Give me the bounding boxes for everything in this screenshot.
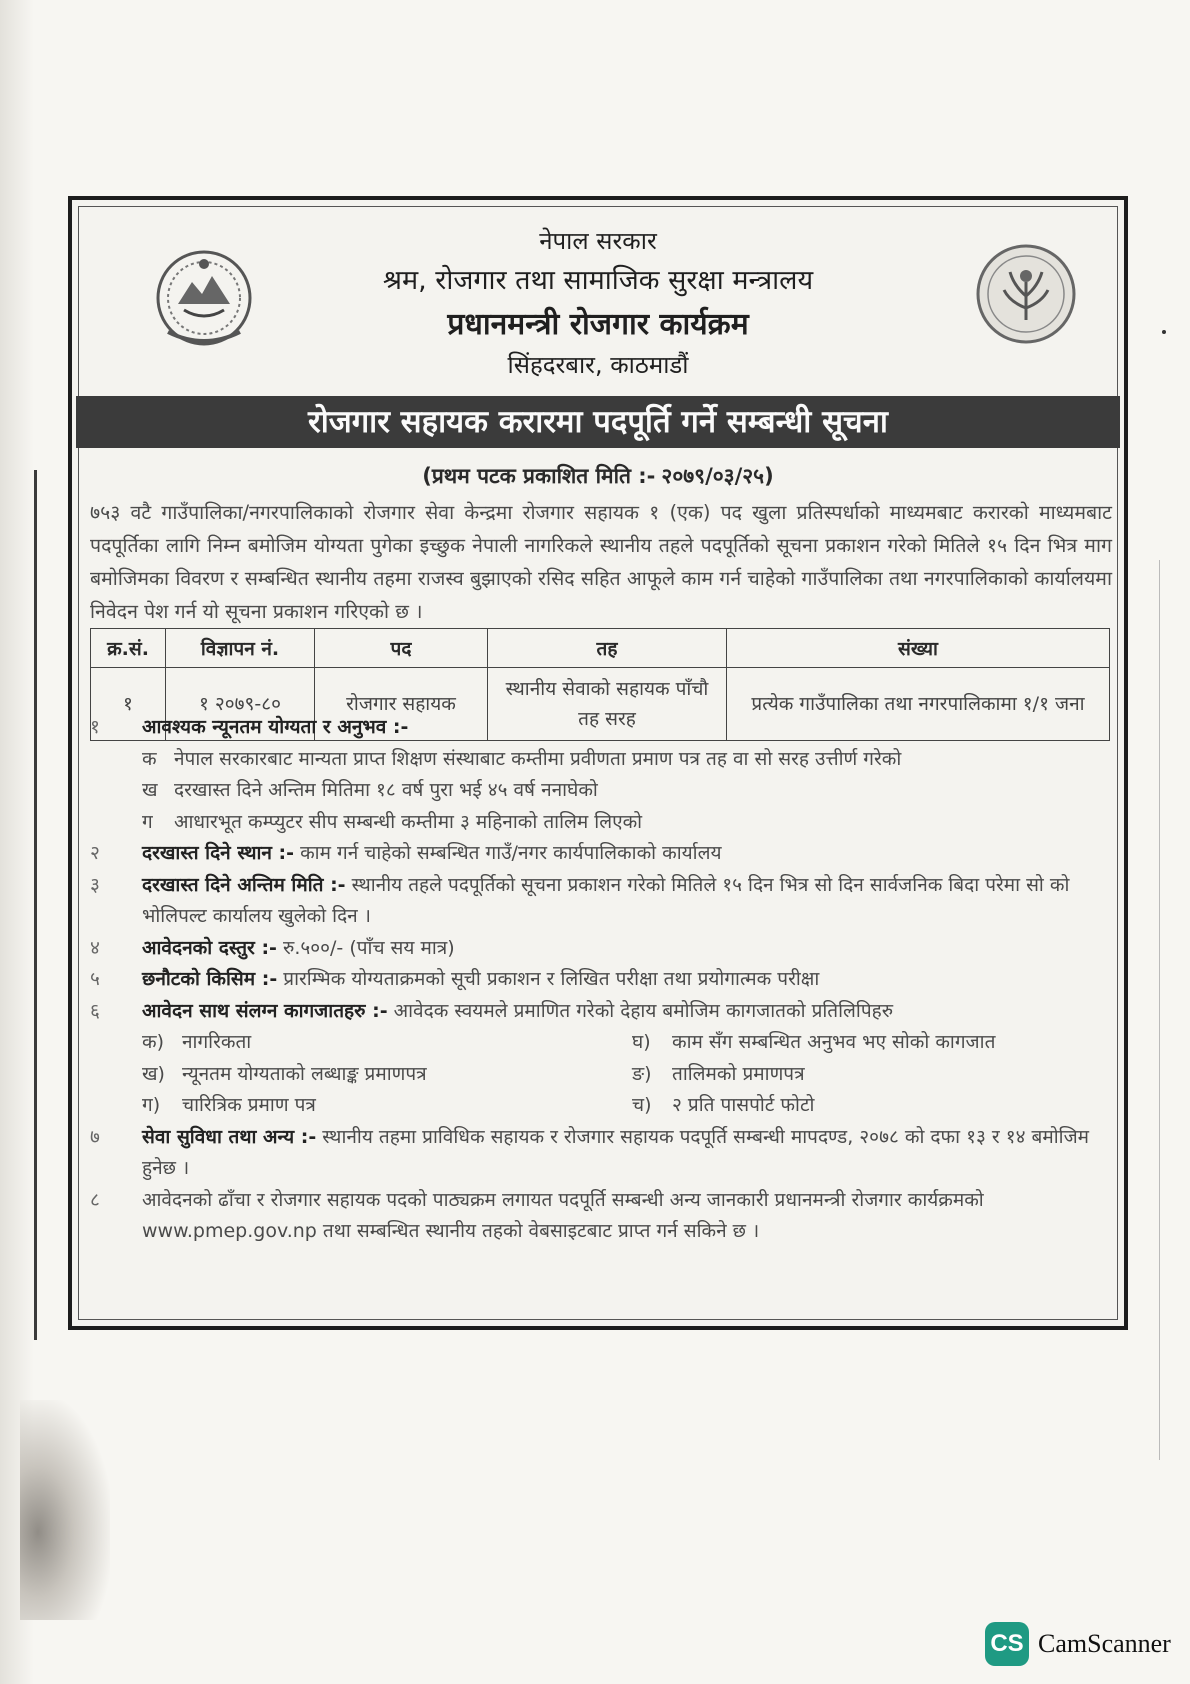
section-benefits bbox=[90, 1122, 1120, 1185]
camscanner-logo-icon: CS bbox=[985, 1622, 1029, 1666]
section-number: ७ bbox=[90, 1125, 100, 1148]
office-location: सिंहदरबार, काठमाडौं bbox=[507, 351, 689, 379]
section-more-info bbox=[90, 1185, 1120, 1248]
section-text: स्थानीय तहले पदपूर्तिको सूचना प्रकाशन गरेको मितिले १५ दिन भित्र सो दिन सार्वजनिक बिदा परेमा सो को भोलिपल्ट कार्यालय खुलेको दिन । bbox=[142, 873, 1070, 927]
section-text: आवेदनको ढाँचा र रोजगार सहायक पदको पाठ्यक्रम लगायत पदपूर्ति सम्बन्धी अन्य जानकारी प्रधानमन्त्री रोजगार कार्यक्रमको bbox=[142, 1188, 984, 1211]
item-letter: ख) bbox=[142, 1062, 165, 1085]
speck bbox=[1162, 330, 1166, 334]
document-item bbox=[142, 1090, 632, 1122]
item-text: नेपाल सरकारबाट मान्यता प्राप्त शिक्षण संस्थाबाट कम्तीमा प्रवीणता प्रमाण पत्र तह वा सो सरह उत्तीर्ण गरेको bbox=[174, 747, 902, 770]
section-number: २ bbox=[90, 842, 100, 864]
section-number: ६ bbox=[90, 999, 100, 1022]
item-text: आधारभूत कम्प्युटर सीप सम्बन्धी कम्तीमा ३ महिनाको तालिम लिएको bbox=[174, 810, 643, 833]
section-text: प्रारम्भिक योग्यताक्रमको सूची प्रकाशन र लिखित परीक्षा तथा प्रयोगात्मक परीक्षा bbox=[283, 968, 820, 990]
scan-shadow bbox=[20, 1400, 110, 1620]
government-name: नेपाल सरकार bbox=[539, 227, 657, 255]
qualification-item bbox=[90, 775, 1120, 807]
section-application-place bbox=[90, 838, 1120, 870]
section-heading: दरखास्त दिने स्थान :- bbox=[142, 842, 295, 864]
website-link[interactable]: www.pmep.gov.np bbox=[142, 1220, 317, 1242]
section-heading: सेवा सुविधा तथा अन्य :- bbox=[142, 1125, 317, 1148]
item-text: न्यूनतम योग्यताको लब्धाङ्क प्रमाणपत्र bbox=[182, 1062, 427, 1085]
section-documents bbox=[90, 996, 1120, 1028]
page-margin-line-right bbox=[1157, 560, 1160, 1460]
section-deadline bbox=[90, 870, 1120, 933]
document-item bbox=[142, 1059, 632, 1091]
cell-count: प्रत्येक गाउँपालिका तथा नगरपालिकामा १/१ जना bbox=[727, 668, 1110, 741]
section-text: आवेदक स्वयमले प्रमाणित गरेको देहाय बमोजिम कागजातको प्रतिलिपिहरु bbox=[393, 999, 894, 1022]
document-item bbox=[632, 1027, 1112, 1059]
publication-date-value: २०७९/०३/२५) bbox=[661, 464, 774, 488]
item-letter: च) bbox=[632, 1094, 652, 1116]
section-number: ३ bbox=[90, 873, 100, 896]
section-qualification bbox=[90, 712, 1120, 744]
section-fee bbox=[90, 933, 1120, 965]
item-text: काम सँग सम्बन्धित अनुभव भए सोको कागजात bbox=[672, 1031, 996, 1053]
intro-paragraph: ७५३ वटै गाउँपालिका/नगरपालिकाको रोजगार सेवा केन्द्रमा रोजगार सहायक १ (एक) पद खुला प्रतिस्पर्धाको माध्यमबाट करारको माध्यमबाट पदपूर्तिका लागि निम्न बमोजिम योग्यता पुगेका इच्छुक नेपाली नागरिकले स्थानीय तहले पदपूर्तिको सूचना प्रकाशन गरेको मितिले १५ दिन भित्र माग बमोजिमका विवरण र सम्बन्धित स्थानीय तहमा राजस्व बुझाएको रसिद सहित आफूले काम गर्न चाहेको गाउँपालिका तथा नगरपालिकाको कार्यालयमा निवेदन पेश गर्न यो सूचना प्रकाशन गरिएको छ । bbox=[90, 501, 1112, 623]
section-heading: आवेदनको दस्तुर :- bbox=[142, 936, 277, 959]
table-header-row bbox=[91, 629, 1110, 668]
item-letter: ख bbox=[142, 779, 158, 801]
requirements-list bbox=[90, 712, 1120, 1248]
item-letter: ङ) bbox=[632, 1062, 652, 1085]
col-header-sn: क्र.सं. bbox=[91, 629, 166, 668]
publication-date bbox=[72, 462, 1124, 490]
publication-label: (प्रथम पटक प्रकाशित मिति :- bbox=[422, 464, 656, 488]
item-letter: क) bbox=[142, 1031, 165, 1053]
item-letter: ग bbox=[142, 810, 153, 833]
program-name: प्रधानमन्त्री रोजगार कार्यक्रम bbox=[447, 307, 749, 342]
item-text: दरखास्त दिने अन्तिम मितिमा १८ वर्ष पुरा भई ४५ वर्ष ननाघेको bbox=[174, 779, 598, 801]
item-letter: घ) bbox=[632, 1031, 651, 1053]
col-header-ad-no: विज्ञापन नं. bbox=[166, 629, 315, 668]
item-text: नागरिकता bbox=[182, 1031, 252, 1053]
camscanner-watermark: CamScanner bbox=[1038, 1629, 1171, 1658]
col-header-post: पद bbox=[315, 629, 488, 668]
documents-grid bbox=[90, 1027, 1120, 1122]
cell-level: स्थानीय सेवाको सहायक पाँचौ तह सरह bbox=[488, 668, 727, 741]
notice-box bbox=[68, 196, 1128, 1330]
section-number: १ bbox=[90, 716, 100, 738]
item-letter: क bbox=[142, 747, 157, 770]
document-item bbox=[632, 1090, 1112, 1122]
section-heading: आवश्यक न्यूनतम योग्यता र अनुभव :- bbox=[142, 716, 409, 738]
item-text: २ प्रति पासपोर्ट फोटो bbox=[672, 1094, 815, 1116]
item-text: चारित्रिक प्रमाण पत्र bbox=[182, 1094, 316, 1116]
cell-sn: १ bbox=[91, 668, 166, 741]
col-header-count: संख्या bbox=[727, 629, 1110, 668]
cell-post: रोजगार सहायक bbox=[315, 668, 488, 741]
notice-title-banner: रोजगार सहायक करारमा पदपूर्ति गर्ने सम्बन्धी सूचना bbox=[76, 396, 1120, 448]
document-item bbox=[142, 1027, 632, 1059]
item-letter: ग) bbox=[142, 1094, 161, 1116]
section-heading: आवेदन साथ संलग्न कागजातहरु :- bbox=[142, 999, 388, 1022]
section-number: ५ bbox=[90, 968, 100, 990]
section-number: ८ bbox=[90, 1188, 100, 1211]
section-selection bbox=[90, 964, 1120, 996]
qualification-item bbox=[90, 807, 1120, 839]
section-text: काम गर्न चाहेको सम्बन्धित गाउँ/नगर कार्यपालिकाको कार्यालय bbox=[300, 842, 722, 864]
section-number: ४ bbox=[90, 936, 100, 959]
section-heading: दरखास्त दिने अन्तिम मिति :- bbox=[142, 873, 346, 896]
section-heading: छनौटको किसिम :- bbox=[142, 968, 278, 990]
section-text: स्थानीय तहमा प्राविधिक सहायक र रोजगार सहायक पदपूर्ति सम्बन्धी मापदण्ड, २०७८ को दफा १३ र १४ बमोजिम हुनेछ । bbox=[142, 1125, 1090, 1179]
ministry-name: श्रम, रोजगार तथा सामाजिक सुरक्षा मन्त्रालय bbox=[382, 265, 814, 296]
section-text-2: तथा सम्बन्धित स्थानीय तहको वेबसाइटबाट प्राप्त गर्न सकिने छ । bbox=[322, 1220, 760, 1242]
item-text: तालिमको प्रमाणपत्र bbox=[672, 1062, 805, 1085]
cell-ad-no: १ २०७९-८० bbox=[166, 668, 315, 741]
page-margin-line bbox=[34, 470, 42, 1340]
section-text: रु.५००/- (पाँच सय मात्र) bbox=[282, 936, 455, 959]
col-header-level: तह bbox=[488, 629, 727, 668]
qualification-item bbox=[90, 744, 1120, 776]
document-item bbox=[632, 1059, 1112, 1091]
